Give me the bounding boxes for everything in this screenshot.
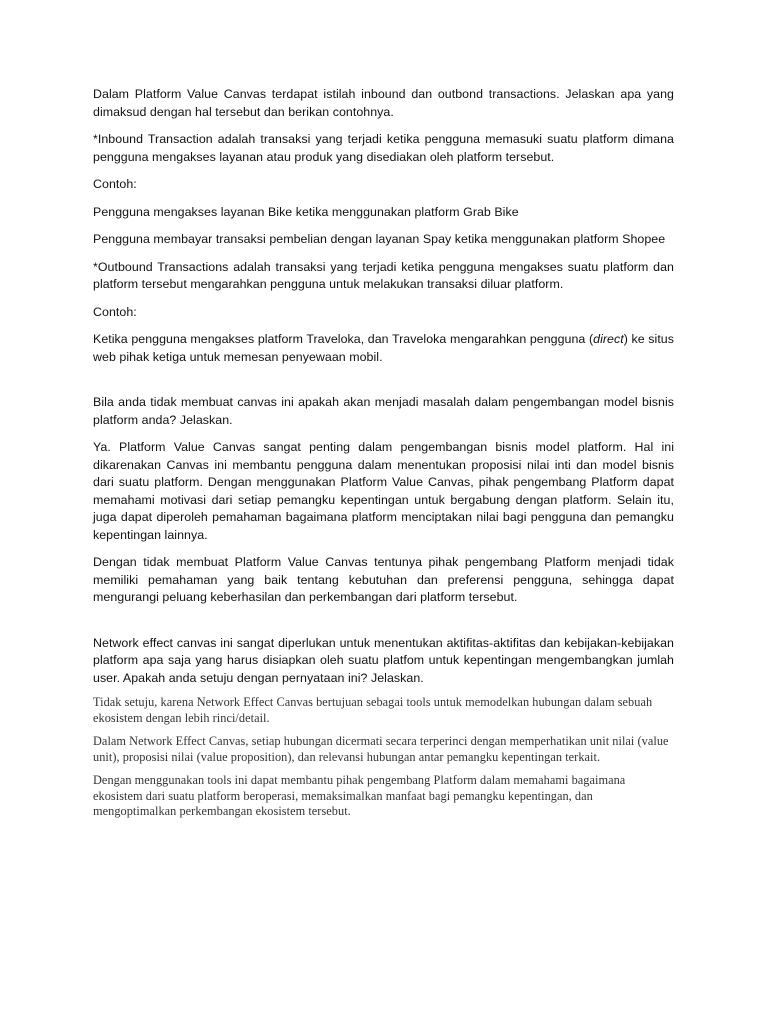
outbound-example-traveloka (93, 331, 674, 366)
example-label: Contoh: (93, 304, 137, 319)
section-gap (93, 376, 674, 394)
answer-3-paragraph-3: Dengan menggunakan tools ini dapat membantu pihak pengembang Platform dalam memahami bagaimana ekosistem dari suatu platform beroperasi, memaksimalkan manfaat bagi pemangku kepentingan, dan mengoptimalkan perkembangan ekosistem tersebut. (93, 773, 626, 818)
inbound-example-grab: Pengguna mengakses layanan Bike ketika menggunakan platform Grab Bike (93, 204, 519, 219)
section-canvas-importance (93, 394, 674, 607)
question-2: Bila anda tidak membuat canvas ini apakah akan menjadi masalah dalam pengembangan model bisnis platform anda? Jelaskan. (93, 395, 674, 427)
outbound-example-text: ) ke situs web pihak ketiga untuk memesan penyewaan mobil. (93, 332, 674, 364)
answer-2-paragraph-1: Ya. Platform Value Canvas sangat penting dalam pengembangan bisnis model platform. Hal ini dikarenakan Canvas ini membantu pengguna dalam menentukan proposisi nilai inti dan model bisnis dari suatu platform. Dengan menggunakan Platform Value Canvas, pihak pengembang Platform dapat memahami motivasi dari setiap pemangku kepentingan untuk bergabung dengan platform. Selain itu, juga dapat diperoleh pemahaman bagaimana platform menciptakan nilai bagi pengguna dan pemangku kepentingan lainnya. (93, 440, 674, 542)
outbound-example-text: Ketika pengguna mengakses platform Traveloka, dan Traveloka mengarahkan pengguna ( (93, 332, 594, 346)
answer-3-block (93, 695, 674, 820)
answer-3-paragraph-1: Tidak setuju, karena Network Effect Canvas bertujuan sebagai tools untuk memodelkan hubungan dalam sebuah ekosistem dengan lebih rinci/detail. (93, 695, 653, 725)
question-3: Network effect canvas ini sangat diperlukan untuk menentukan aktifitas-aktifitas dan kebijakan-kebijakan platform apa saja yang harus disiapkan oleh suatu platfom untuk kepentingan mengembangkan jumlah user. Apakah anda setuju dengan pernyataan ini? Jelaskan. (93, 635, 674, 685)
answer-2-paragraph-2: Dengan tidak membuat Platform Value Canvas tentunya pihak pengembang Platform menjadi tidak memiliki pemahaman yang baik tentang kebutuhan dan preferensi pengguna, sehingga dapat mengurangi peluang keberhasilan dan perkembangan dari platform tersebut. (93, 555, 674, 604)
section-gap (93, 617, 674, 635)
inbound-example-shopee: Pengguna membayar transaksi pembelian dengan layanan Spay ketika menggunakan platform Shopee (93, 232, 666, 246)
inbound-definition: *Inbound Transaction adalah transaksi yang terjadi ketika pengguna memasuki suatu platform dimana pengguna mengakses layanan atau produk yang disediakan oleh platform tersebut. (93, 132, 674, 164)
section-inbound-outbound (93, 86, 674, 366)
answer-3-paragraph-2: Dalam Network Effect Canvas, setiap hubungan dicermati secara terperinci dengan memperhatikan unit nilai (value unit), proposisi nilai (value proposition), dan relevansi hubungan antar pemangku kepentingan terkait. (93, 734, 669, 764)
outbound-example-italic: direct (593, 332, 624, 346)
section-network-effect (93, 635, 674, 820)
question-1: Dalam Platform Value Canvas terdapat istilah inbound dan outbond transactions. Jelaskan apa yang dimaksud dengan hal tersebut dan berikan contohnya. (93, 87, 674, 119)
example-label: Contoh: (93, 177, 137, 191)
outbound-definition: *Outbound Transactions adalah transaksi yang terjadi ketika pengguna mengakses suatu platform dan platform tersebut mengarahkan pengguna untuk melakukan transaksi diluar platform. (93, 259, 674, 291)
